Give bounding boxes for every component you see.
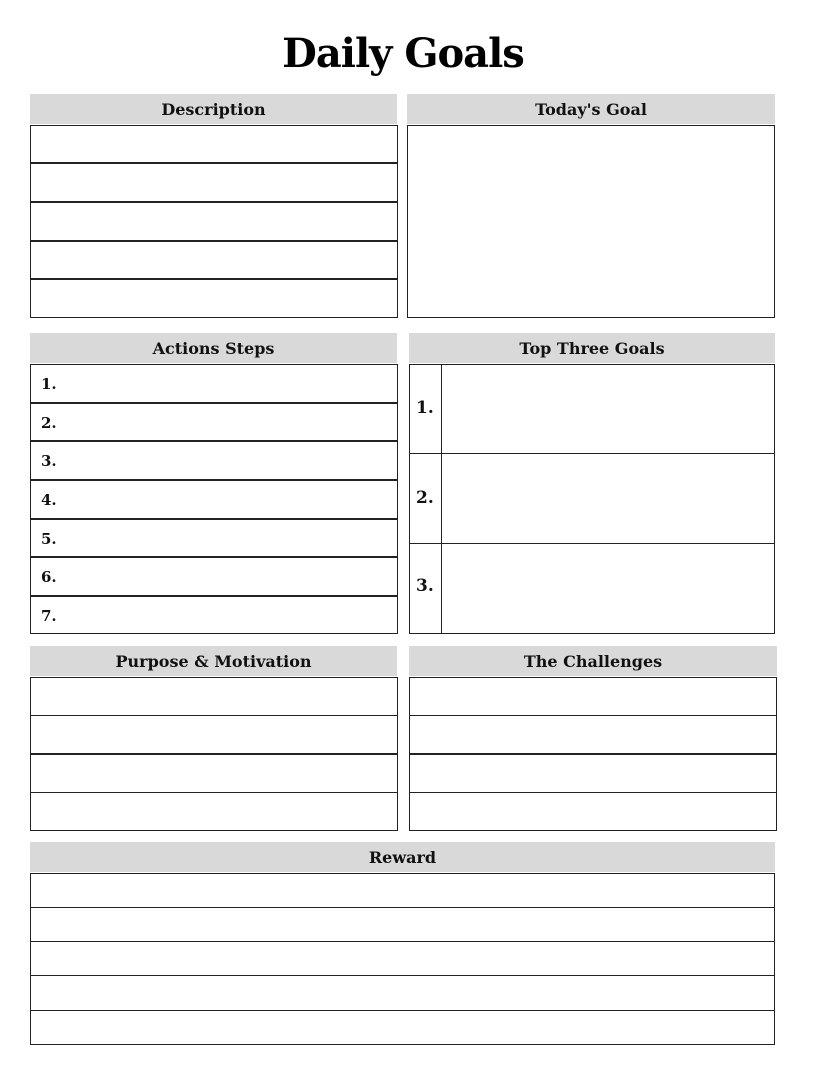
action-step-number: 5. [41, 530, 57, 548]
reward-line-1[interactable] [30, 873, 775, 908]
action-step-row[interactable] [30, 480, 398, 519]
todays-goal-header: Today's Goal [407, 94, 775, 124]
description-line-4[interactable] [30, 241, 398, 279]
top-three-goals-header: Top Three Goals [409, 333, 775, 363]
challenges-line-1[interactable] [409, 677, 777, 716]
reward-line-3[interactable] [30, 941, 775, 976]
top-goal-field[interactable] [441, 453, 775, 544]
description-header: Description [30, 94, 397, 124]
action-steps-header: Actions Steps [30, 333, 397, 363]
top-goal-number-cell [409, 453, 442, 544]
top-goal-number: 2. [416, 488, 434, 508]
top-goal-number: 1. [416, 398, 434, 418]
description-line-3[interactable] [30, 202, 398, 241]
top-goal-field[interactable] [441, 364, 775, 454]
page-title: Daily Goals [282, 30, 524, 77]
purpose-line-3[interactable] [30, 754, 398, 793]
description-line-2[interactable] [30, 163, 398, 202]
action-step-number: 6. [41, 568, 57, 586]
purpose-motivation-header: Purpose & Motivation [30, 646, 397, 676]
top-goal-number: 3. [416, 576, 434, 596]
description-line-5[interactable] [30, 279, 398, 318]
purpose-line-4[interactable] [30, 792, 398, 831]
action-step-number: 3. [41, 452, 57, 470]
action-step-row[interactable] [30, 557, 398, 596]
action-step-number: 2. [41, 414, 57, 432]
top-goal-number-cell [409, 543, 442, 634]
action-step-row[interactable] [30, 441, 398, 480]
reward-line-5[interactable] [30, 1010, 775, 1045]
purpose-line-1[interactable] [30, 677, 398, 716]
action-step-number: 7. [41, 607, 57, 625]
top-goal-number-cell [409, 364, 442, 454]
challenges-line-4[interactable] [409, 792, 777, 831]
action-step-number: 1. [41, 375, 57, 393]
description-line-1[interactable] [30, 125, 398, 163]
purpose-line-2[interactable] [30, 715, 398, 754]
top-goal-field[interactable] [441, 543, 775, 634]
reward-header: Reward [30, 842, 775, 872]
reward-line-2[interactable] [30, 907, 775, 942]
action-step-row[interactable] [30, 596, 398, 634]
challenges-line-3[interactable] [409, 754, 777, 793]
reward-line-4[interactable] [30, 975, 775, 1011]
challenges-line-2[interactable] [409, 715, 777, 754]
action-step-row[interactable] [30, 519, 398, 557]
action-step-number: 4. [41, 491, 57, 509]
action-step-row[interactable] [30, 403, 398, 441]
challenges-header: The Challenges [409, 646, 777, 676]
todays-goal-field[interactable] [407, 125, 775, 318]
action-step-row[interactable] [30, 364, 398, 403]
